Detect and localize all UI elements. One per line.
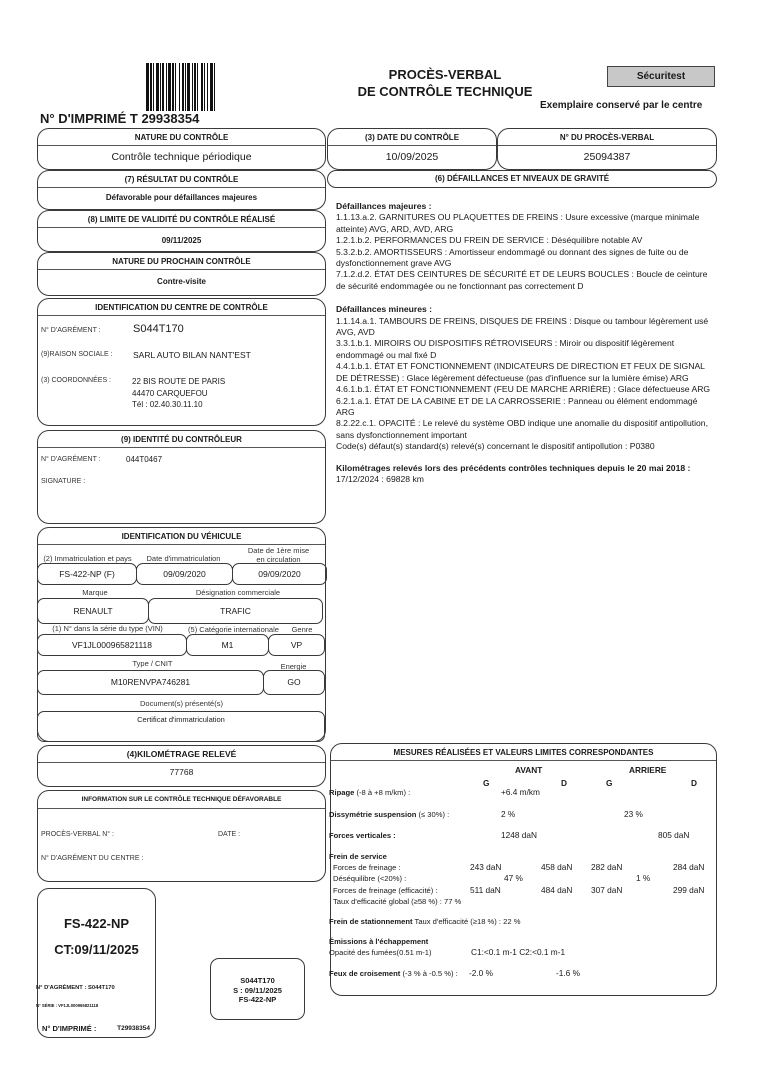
date-mise-label-2: en circulation xyxy=(256,555,301,564)
dissymetrie-arriere: 23 % xyxy=(624,809,643,819)
small-stamp-text xyxy=(211,976,304,1005)
controleur-box xyxy=(37,430,326,524)
defaillance-majeure: 7.1.2.d.2. ÉTAT DES CEINTURES DE SÉCURITÉ ET DE LEURS BOUCLES : Boucle de ceinture de sécurité endommagée ou ne fonctionnant pas correctement D xyxy=(336,269,708,291)
prochain-controle-value: Contre-visite xyxy=(157,277,206,286)
date-immat-field: 09/09/2020 xyxy=(136,563,233,585)
categorie-field: M1 xyxy=(186,634,269,656)
km-history-label: Kilométrages relevés lors des précédents contrôles techniques depuis le 20 mai 2018 : xyxy=(336,462,691,473)
freinage-avd: 458 daN xyxy=(541,862,573,872)
centre-box xyxy=(37,298,326,426)
feux-d: -1.6 % xyxy=(556,968,580,978)
feux-limit: (-3 % à -0.5 %) : xyxy=(402,969,458,978)
kilometrage-value: 77768 xyxy=(169,767,194,777)
marque-label: Marque xyxy=(82,588,108,597)
mesures-header: MESURES RÉALISÉES ET VALEURS LIMITES CORRESPONDANTES xyxy=(331,744,716,761)
vignette-box xyxy=(37,888,156,1038)
arriere-d-label: D xyxy=(691,778,697,788)
title-line-1: PROCÈS-VERBAL xyxy=(388,67,502,82)
immat-label: (2) Immatriculation et pays xyxy=(43,554,132,563)
dissymetrie-limit: (≤ 30%) : xyxy=(418,810,450,819)
mesures-box xyxy=(330,743,717,996)
dissymetrie-avant: 2 % xyxy=(501,809,516,819)
genre-label: Genre xyxy=(291,625,313,634)
marque-field: RENAULT xyxy=(37,598,149,624)
efficacite-avd: 484 daN xyxy=(541,885,573,895)
genre-field: VP xyxy=(268,634,325,656)
proces-verbal-value: 25094387 xyxy=(583,151,631,163)
defaillance-majeure: 5.3.2.b.2. AMORTISSEURS : Amortisseur endommagé ou donnant des signes de fuite ou de dysfonctionnement grave AVG xyxy=(336,246,689,269)
taux-global: Taux d'efficacité global (≥58 %) : 77 % xyxy=(333,897,462,906)
resultat-header: (7) RÉSULTAT DU CONTRÔLE xyxy=(38,171,325,188)
limite-validite-value: 09/11/2025 xyxy=(161,236,202,245)
ripage-value: +6.4 m/km xyxy=(501,787,540,797)
defaillance-mineure: 4.4.1.b.1. ÉTAT ET FONCTIONNEMENT (INDICATEURS DE DIRECTION ET FEUX DE SIGNAL DE DÉTRESSE) : Glace légèrement défectueuse (pas d'influence sur la lumière émise) ARG xyxy=(336,361,705,383)
barcode-bar xyxy=(215,63,217,111)
arriere-label: ARRIERE xyxy=(629,765,667,775)
desequilibre-arriere: 1 % xyxy=(636,873,651,883)
vignette-serie: N° SÉRIE : VF1JL000965821118 xyxy=(36,1003,99,1008)
energie-label: Energie xyxy=(280,662,307,671)
proces-verbal-header: N° DU PROCÈS-VERBAL xyxy=(498,129,716,146)
controleur-header: (9) IDENTITÉ DU CONTRÔLEUR xyxy=(38,431,325,448)
info-defavorable-box xyxy=(37,790,326,882)
forces-verticales-arriere: 805 daN xyxy=(658,830,690,840)
defaillance-mineure: Code(s) défaut(s) standard(s) relevé(s) concernant le dispositif antipollution : P0380 xyxy=(336,441,655,452)
forces-verticales-label: Forces verticales : xyxy=(329,831,396,840)
stamp-line-1: S044T170 xyxy=(240,976,275,985)
brand-badge: Sécuritest xyxy=(607,66,715,87)
resultat-box xyxy=(37,170,326,210)
defaillance-mineure: 6.2.1.a.1. ÉTAT DE LA CABINE ET DE LA CARROSSERIE : Panneau ou élément endommagé ARG xyxy=(336,395,698,417)
date-controle-value: 10/09/2025 xyxy=(385,151,439,163)
avant-label: AVANT xyxy=(515,765,543,775)
vin-field: VF1JL000965821118 xyxy=(37,634,187,656)
freinage-avg: 243 daN xyxy=(470,862,502,872)
document-title xyxy=(330,66,560,100)
emissions-title: Émissions à l'échappement xyxy=(329,937,429,946)
efficacite-avg: 511 daN xyxy=(470,885,501,895)
ripage-row xyxy=(329,788,410,797)
address-line-1: 22 BIS ROUTE DE PARIS xyxy=(132,377,226,386)
defaillance-majeure: 1.2.1.b.2. PERFORMANCES DU FREIN DE SERVICE : Déséquilibre notable AV xyxy=(336,235,643,246)
centre-header: IDENTIFICATION DU CENTRE DE CONTRÔLE xyxy=(38,299,325,316)
vignette-agrement: N° D'AGRÉMENT : S044T170 xyxy=(36,985,115,991)
energie-field: GO xyxy=(263,670,325,695)
raison-sociale-value: SARL AUTO BILAN NANT'EST xyxy=(133,350,251,360)
designation-label: Désignation commerciale xyxy=(195,588,281,597)
categorie-label: (5) Catégorie internationale xyxy=(188,625,279,634)
frein-service-title: Frein de service xyxy=(329,852,387,861)
vignette-imprime-value: T29938354 xyxy=(117,1025,150,1032)
pv-date-label: DATE : xyxy=(218,831,241,838)
designation-field: TRAFIC xyxy=(148,598,323,624)
freinage-ard: 284 daN xyxy=(673,862,705,872)
efficacite-arg: 307 daN xyxy=(591,885,623,895)
km-history-value: 17/12/2024 : 69828 km xyxy=(336,473,424,484)
vignette-immat: FS-422-NP xyxy=(63,916,130,931)
barcode xyxy=(146,63,234,111)
resultat-value: Défavorable pour défaillances majeures xyxy=(105,193,258,202)
date-controle-box xyxy=(327,128,497,170)
date-mise-label xyxy=(232,546,325,564)
desequilibre-avant: 47 % xyxy=(504,873,523,883)
defaillance-mineure: 8.2.22.c.1. OPACITÉ : Le relevé du système OBD indique une anomalie du dispositif antipollution, sans dysfonctionnement important xyxy=(336,418,708,440)
freinage-arg: 282 daN xyxy=(591,862,623,872)
type-cnit-field: M10RENVPA746281 xyxy=(37,670,264,695)
vin-label: (1) N° dans la série du type (VIN) xyxy=(52,624,163,633)
vignette-imprime-label: N° D'IMPRIMÉ : xyxy=(42,1024,97,1033)
feux-label: Feux de croisement xyxy=(329,969,401,978)
centre-agrement-value: S044T170 xyxy=(133,323,184,335)
stationnement-value: Taux d'efficacité (≥18 %) : 22 % xyxy=(414,917,521,926)
prochain-controle-header: NATURE DU PROCHAIN CONTRÔLE xyxy=(38,253,325,270)
avant-g-label: G xyxy=(483,778,490,788)
date-mise-label-1: Date de 1ère mise xyxy=(247,546,310,555)
vehicule-box xyxy=(37,527,326,742)
dissymetrie-label: Dissymétrie suspension xyxy=(329,810,417,819)
defaillance-majeure: 1.1.13.a.2. GARNITURES OU PLAQUETTES DE FREINS : Usure excessive (marque minimale atteinte) AVG, ARD, AVD, ARG xyxy=(336,212,700,234)
avant-d-label: D xyxy=(561,778,567,788)
stamp-line-2: S : 09/11/2025 xyxy=(233,985,282,995)
limite-validite-box xyxy=(37,210,326,252)
vehicule-header: IDENTIFICATION DU VÉHICULE xyxy=(38,528,325,545)
arriere-g-label: G xyxy=(606,778,613,788)
km-history xyxy=(336,463,716,486)
type-cnit-label: Type / CNIT xyxy=(132,659,173,668)
centre-agrement-label: N° D'AGRÉMENT : xyxy=(41,327,101,334)
agrement-centre-label: N° D'AGRÉMENT DU CENTRE : xyxy=(41,855,144,862)
feux-row xyxy=(329,969,458,978)
defaillances-header: (6) DÉFAILLANCES ET NIVEAUX DE GRAVITÉ xyxy=(434,174,610,183)
defaillances-content xyxy=(336,201,716,485)
title-line-2: DE CONTRÔLE TECHNIQUE xyxy=(357,84,533,99)
opacite-values: C1:<0.1 m-1 C2:<0.1 m-1 xyxy=(471,947,566,957)
defaillance-mineure: 4.6.1.b.1. ÉTAT ET FONCTIONNEMENT (FEU DE MARCHE ARRIÈRE) : Glace défectueuse ARG xyxy=(336,384,711,395)
efficacite-ard: 299 daN xyxy=(673,885,705,895)
stamp-line-3: FS-422-NP xyxy=(238,995,277,1004)
vignette-ct-date: CT:09/11/2025 xyxy=(54,942,139,957)
raison-sociale-label: (9)RAISON SOCIALE : xyxy=(41,351,113,358)
proces-verbal-box xyxy=(497,128,717,170)
defaillance-mineure: 1.1.14.a.1. TAMBOURS DE FREINS, DISQUES DE FREINS : Disque ou tambour légèrement usé AVG, AVD xyxy=(336,315,709,338)
forces-verticales-avant: 1248 daN xyxy=(501,830,537,840)
date-controle-header: (3) DATE DU CONTRÔLE xyxy=(328,129,496,146)
limite-validite-header: (8) LIMITE DE VALIDITÉ DU CONTRÔLE RÉALISÉ xyxy=(38,211,325,228)
signature-label: SIGNATURE : xyxy=(41,478,86,485)
coordonnees-value xyxy=(132,376,225,411)
majeures-title: Défaillances majeures : xyxy=(336,201,432,211)
prochain-controle-box xyxy=(37,252,326,296)
documents-label: Document(s) présenté(s) xyxy=(140,699,223,708)
stationnement-label: Frein de stationnement xyxy=(329,917,413,926)
dissymetrie-row xyxy=(329,810,449,819)
feux-g: -2.0 % xyxy=(469,968,493,978)
kilometrage-box xyxy=(37,745,326,787)
stationnement-row xyxy=(329,917,520,926)
controleur-agrement-value: 044T0467 xyxy=(126,455,163,464)
opacite-label: Opacité des fumées(0.51 m-1) xyxy=(329,948,432,957)
desequilibre-label: Déséquilibre (<20%) : xyxy=(333,874,407,883)
nature-controle-box xyxy=(37,128,326,170)
efficacite-label: Forces de freinage (efficacité) : xyxy=(333,886,438,895)
copy-note: Exemplaire conservé par le centre xyxy=(540,100,703,111)
defaillance-mineure: 3.3.1.b.1. MIROIRS OU DISPOSITIFS RÉTROVISEURS : Miroir ou dispositif légèrement endommagé ou mal fixé D xyxy=(336,338,675,360)
small-stamp xyxy=(210,958,305,1020)
imprime-number: N° D'IMPRIMÉ T 29938354 xyxy=(40,111,200,126)
controleur-agrement-label: N° D'AGRÉMENT : xyxy=(41,456,101,463)
ripage-limit: (-8 à +8 m/km) : xyxy=(356,788,411,797)
coordonnees-label: (3) COORDONNÉES : xyxy=(41,377,112,384)
date-immat-label: Date d'immatriculation xyxy=(146,554,221,563)
documents-field: Certificat d'immatriculation xyxy=(37,711,325,742)
address-line-2: 44470 CARQUEFOU xyxy=(132,388,208,398)
nature-controle-header: NATURE DU CONTRÔLE xyxy=(38,129,325,146)
nature-controle-value: Contrôle technique périodique xyxy=(111,151,252,163)
freinage-label: Forces de freinage : xyxy=(333,863,401,872)
mineures-title: Défaillances mineures : xyxy=(336,304,433,315)
phone: Tél : 02.40.30.11.10 xyxy=(132,400,203,409)
kilometrage-header: (4)KILOMÉTRAGE RELEVÉ xyxy=(38,746,325,763)
pv-number-label: PROCÈS-VERBAL N° : xyxy=(41,831,114,838)
immat-field: FS-422-NP (F) xyxy=(37,563,137,585)
date-mise-field: 09/09/2020 xyxy=(232,563,327,585)
info-defavorable-header: INFORMATION SUR LE CONTRÔLE TECHNIQUE DÉFAVORABLE xyxy=(38,791,325,809)
ripage-label: Ripage xyxy=(329,788,355,797)
defaillances-header-box xyxy=(327,170,717,188)
